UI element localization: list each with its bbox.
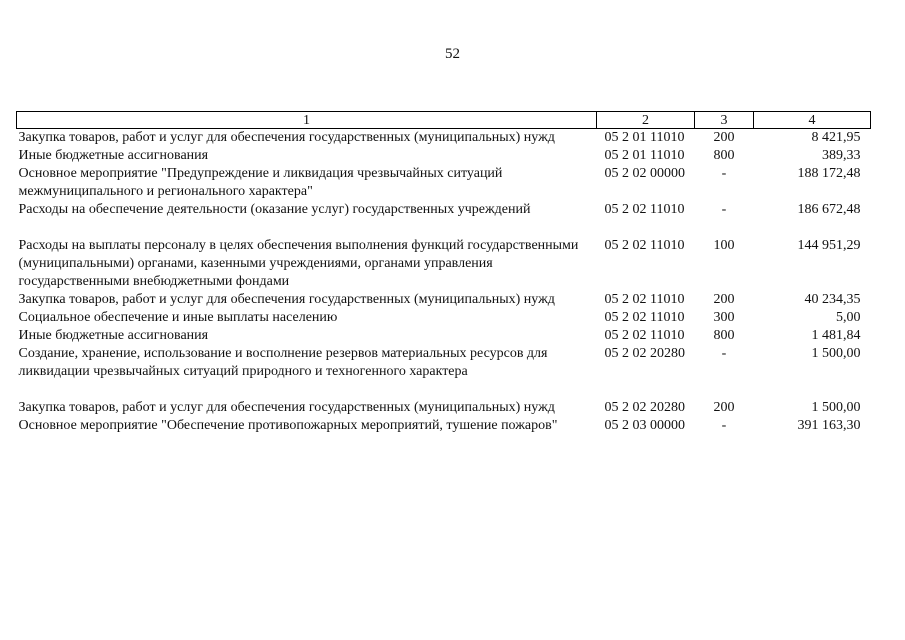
row-type: 200 — [713, 130, 735, 145]
table-row — [17, 309, 871, 327]
header-row — [17, 112, 871, 129]
row-amount: 389,33 — [822, 148, 861, 163]
row-name: Создание, хранение, использование и восполнение резервов материальных ресурсов для ликвидации чрезвычайных ситуаций природного и техногенного характера — [18, 346, 548, 379]
row-code: 05 2 01 11010 — [604, 148, 685, 163]
header-col-4: 4 — [754, 112, 871, 129]
row-amount: 1 500,00 — [811, 346, 861, 361]
row-type: 200 — [713, 400, 735, 415]
table-row — [17, 237, 871, 291]
row-type: 300 — [713, 310, 735, 325]
row-type: - — [721, 202, 727, 217]
table-row — [17, 129, 871, 148]
row-name: Расходы на выплаты персоналу в целях обеспечения выполнения функций государственными (муниципальными) органами, казенными учреждениями, органами управления государственными внебюджетными фондами — [18, 238, 579, 289]
budget-table — [16, 111, 871, 435]
table-row — [17, 291, 871, 309]
row-amount: 5,00 — [836, 310, 861, 325]
row-name: Основное мероприятие "Предупреждение и ликвидация чрезвычайных ситуаций межмуниципального и регионального характера" — [18, 166, 503, 199]
row-code: 05 2 02 20280 — [604, 346, 685, 361]
row-code: 05 2 02 11010 — [604, 310, 685, 325]
row-type: - — [721, 346, 727, 361]
row-code: 05 2 02 20280 — [604, 400, 685, 415]
row-code: 05 2 02 11010 — [604, 292, 685, 307]
row-code: 05 2 02 11010 — [604, 238, 685, 253]
row-name: Закупка товаров, работ и услуг для обеспечения государственных (муниципальных) нужд — [18, 400, 555, 415]
row-code: 05 2 02 11010 — [604, 328, 685, 343]
row-name: Иные бюджетные ассигнования — [18, 148, 209, 163]
row-name: Социальное обеспечение и иные выплаты населению — [18, 310, 338, 325]
table-row — [17, 147, 871, 165]
row-type: - — [721, 418, 727, 433]
row-amount: 391 163,30 — [797, 418, 861, 433]
row-type: 800 — [713, 328, 735, 343]
row-name: Закупка товаров, работ и услуг для обеспечения государственных (муниципальных) нужд — [18, 130, 555, 145]
row-type: 100 — [713, 238, 735, 253]
row-name: Расходы на обеспечение деятельности (оказание услуг) государственных учреждений — [18, 202, 531, 217]
row-amount: 40 234,35 — [804, 292, 861, 307]
header-col-3: 3 — [695, 112, 754, 129]
table-row — [17, 327, 871, 345]
row-amount: 1 500,00 — [811, 400, 861, 415]
row-type: 200 — [713, 292, 735, 307]
table-row — [17, 345, 871, 399]
row-amount: 8 421,95 — [811, 130, 861, 145]
row-name: Закупка товаров, работ и услуг для обеспечения государственных (муниципальных) нужд — [18, 292, 555, 307]
table-row — [17, 165, 871, 201]
row-code: 05 2 02 11010 — [604, 202, 685, 217]
row-type: 800 — [713, 148, 735, 163]
header-col-1: 1 — [17, 112, 597, 129]
row-amount: 188 172,48 — [797, 166, 861, 181]
table-row — [17, 417, 871, 435]
row-amount: 186 672,48 — [797, 202, 861, 217]
row-name: Иные бюджетные ассигнования — [18, 328, 209, 343]
row-amount: 1 481,84 — [811, 328, 861, 343]
row-code: 05 2 02 00000 — [604, 166, 685, 181]
row-amount: 144 951,29 — [797, 238, 861, 253]
row-name: Основное мероприятие "Обеспечение противопожарных мероприятий, тушение пожаров" — [18, 418, 558, 433]
row-code: 05 2 01 11010 — [604, 130, 685, 145]
table-row — [17, 201, 871, 237]
table-row — [17, 399, 871, 417]
header-col-2: 2 — [597, 112, 695, 129]
page-number: 52 — [445, 46, 460, 62]
row-type: - — [721, 166, 727, 181]
row-code: 05 2 03 00000 — [604, 418, 685, 433]
